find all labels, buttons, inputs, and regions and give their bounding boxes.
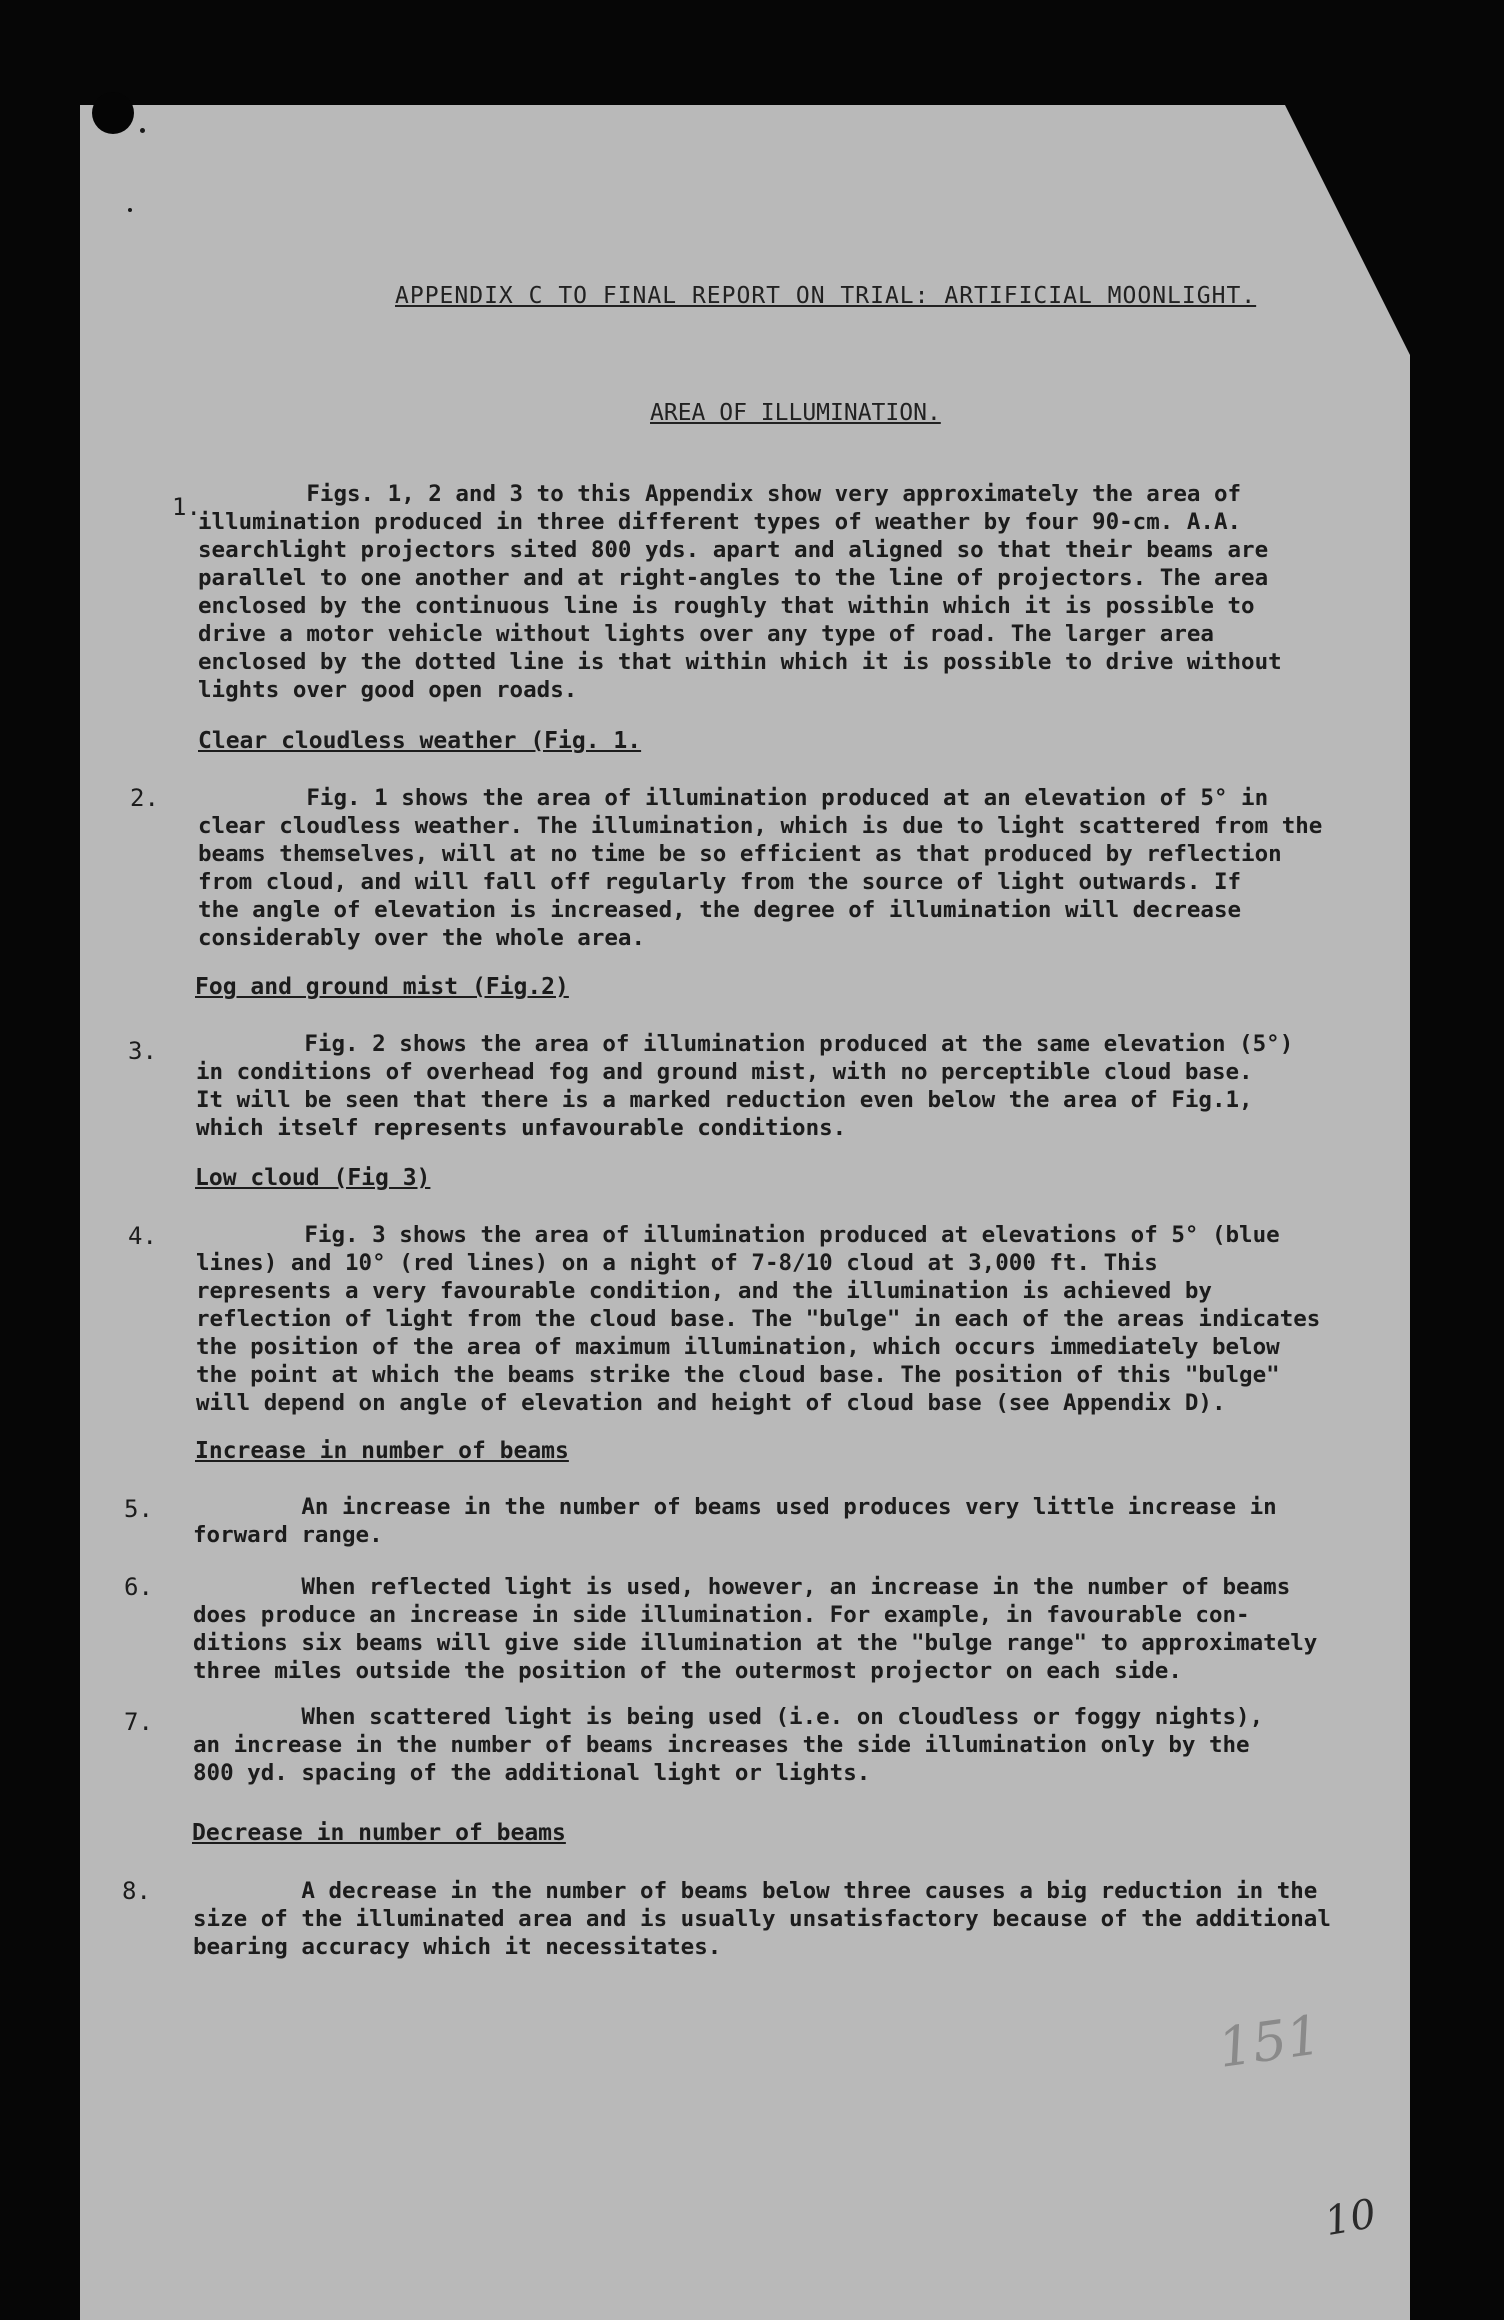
paragraph-number: 2. bbox=[130, 784, 159, 812]
paragraph-number: 8. bbox=[122, 1877, 151, 1905]
section-title: AREA OF ILLUMINATION. bbox=[650, 400, 941, 426]
paragraph-number: 3. bbox=[128, 1037, 157, 1065]
paragraph-text: Figs. 1, 2 and 3 to this Appendix show very approximately the area of illumination produced in three different types of weather by four 90-cm. A.A. searchlight projectors sited 800 yds. apart and aligned so that their beams are parallel to one another and at right-angles to the line of projectors. The area enclosed by the continuous line is roughly that within which it is possible to drive a motor vehicle without lights over any type of road. The larger area enclosed by the dotted line is that within which it is possible to drive without lights over good open roads. bbox=[198, 481, 1282, 703]
document-title: APPENDIX C TO FINAL REPORT ON TRIAL: ARTIFICIAL MOONLIGHT. bbox=[395, 283, 1257, 309]
document-page bbox=[80, 105, 1410, 2320]
handwritten-folio: 151 bbox=[1214, 2003, 1325, 2080]
paragraph-text: Fig. 3 shows the area of illumination produced at elevations of 5° (blue lines) and 10° (red lines) on a night of 7-8/10 cloud at 3,000 ft. This represents a very favourable condition, and the illumination is achieved by reflection of light from the cloud base. The "bulge" in each of the areas indicates the position of the area of maximum illumination, which occurs immediately below the point at which the beams strike the cloud base. The position of this "bulge" will depend on angle of elevation and height of cloud base (see Appendix D). bbox=[196, 1222, 1321, 1416]
punch-hole bbox=[92, 92, 134, 134]
paragraph-text: A decrease in the number of beams below three causes a big reduction in the size of the illuminated area and is usually unsatisfactory because of the additional bearing accuracy which it necessitates. bbox=[193, 1878, 1331, 1960]
heading-decrease-beams: Decrease in number of beams bbox=[192, 1820, 566, 1846]
paragraph-text: An increase in the number of beams used produces very little increase in forward range. bbox=[193, 1494, 1277, 1548]
speck bbox=[128, 208, 132, 212]
paragraph-text: Fig. 2 shows the area of illumination produced at the same elevation (5°) in conditions of overhead fog and ground mist, with no perceptible cloud base. It will be seen that there is a marked reduction even below the area of Fig.1, which itself represents unfavourable conditions. bbox=[196, 1031, 1294, 1141]
heading-low-cloud: Low cloud (Fig 3) bbox=[195, 1165, 431, 1191]
heading-increase-beams: Increase in number of beams bbox=[195, 1438, 569, 1464]
paragraph-text: When reflected light is used, however, an increase in the number of beams does produce an increase in side illumination. For example, in favourable con- ditions six beams will give side illumination at the "bulge range" to approximately three miles outside the position of the outermost projector on each side. bbox=[193, 1574, 1318, 1684]
paragraph-number: 7. bbox=[124, 1708, 153, 1736]
speck bbox=[140, 128, 145, 133]
heading-fog: Fog and ground mist (Fig.2) bbox=[195, 974, 569, 1000]
paragraph-text: When scattered light is being used (i.e. on cloudless or foggy nights), an increase in the number of beams increases the side illumination only by the 800 yd. spacing of the additional light or lights. bbox=[193, 1704, 1264, 1786]
heading-clear-weather: Clear cloudless weather (Fig. 1. bbox=[198, 728, 642, 754]
paragraph-text: Fig. 1 shows the area of illumination produced at an elevation of 5° in clear cloudless weather. The illumination, which is due to light scattered from the beams themselves, will at no time be so efficient as that produced by reflection from cloud, and will fall off regularly from the source of light outwards. If the angle of elevation is increased, the degree of illumination will decrease considerably over the whole area. bbox=[198, 785, 1323, 951]
paragraph-number: 5. bbox=[124, 1495, 153, 1523]
paragraph-number: 1. bbox=[172, 493, 201, 521]
handwritten-page-number: 10 bbox=[1321, 2190, 1380, 2246]
paragraph-number: 6. bbox=[124, 1573, 153, 1601]
paragraph-number: 4. bbox=[128, 1222, 157, 1250]
